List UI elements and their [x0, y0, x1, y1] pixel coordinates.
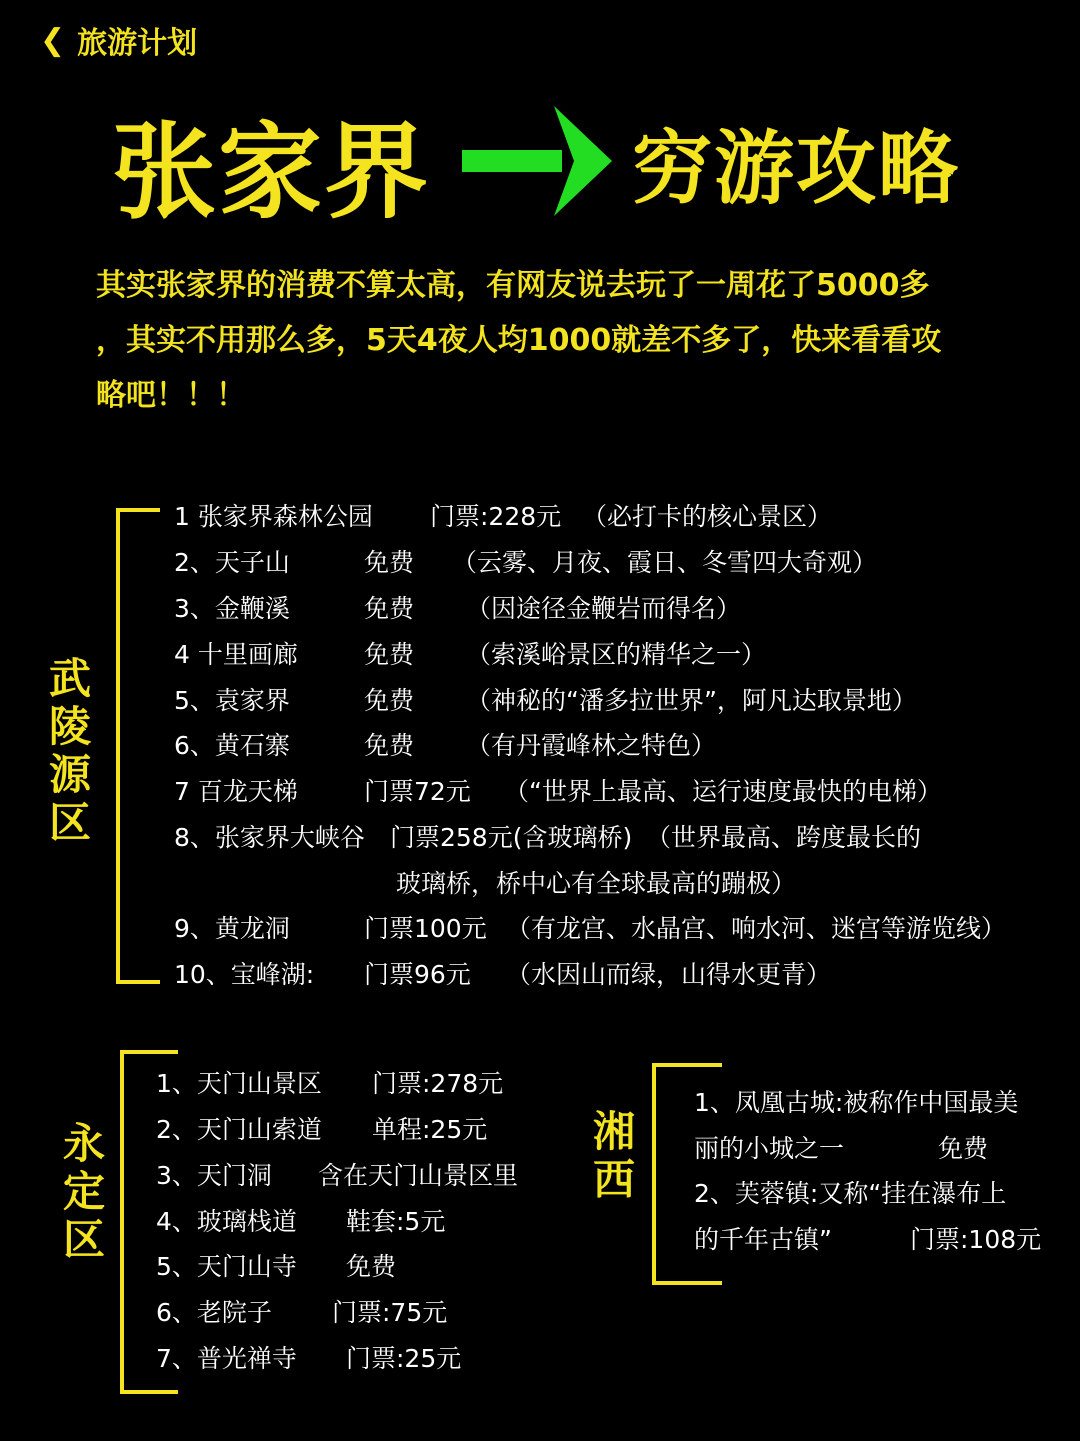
- header: [40, 18, 197, 62]
- intro-line: 其实张家界的消费不算太高，有网友说去玩了一周花了5000多: [96, 268, 930, 303]
- page-title: 旅游计划: [77, 26, 198, 61]
- hero-subtitle: 穷游攻略: [632, 122, 960, 215]
- intro-line: 略吧！！！: [96, 378, 246, 413]
- right-arrow-icon: [462, 106, 612, 216]
- xiangxi-label: 湘 西: [592, 1107, 635, 1204]
- yongding-label: 永 定 区: [62, 1119, 105, 1264]
- intro-line: ，其实不用那么多，5天4夜人均1000就差不多了，快来看看攻: [96, 323, 942, 358]
- wulingyuan-label: 武 陵 源 区: [48, 654, 91, 847]
- wulingyuan-bracket: [116, 508, 160, 984]
- intro-paragraph: [96, 258, 996, 423]
- chevron-left-icon[interactable]: ❮: [40, 22, 66, 58]
- hero-destination: 张家界: [112, 111, 431, 233]
